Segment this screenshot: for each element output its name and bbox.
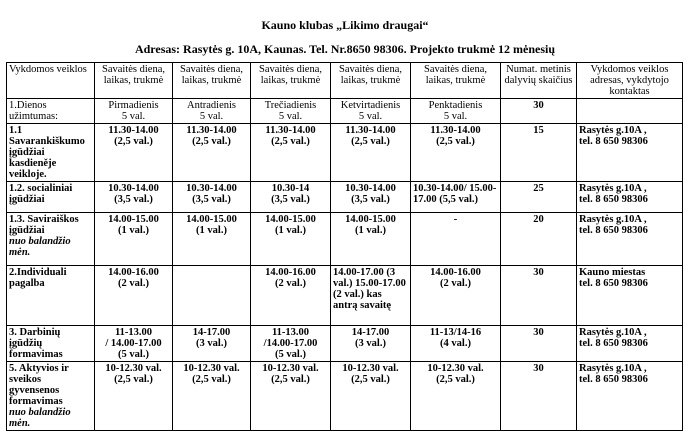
schedule-cell-day-5: 10.30-14.00/ 15.00- 17.00 (5,5 val.) [411, 182, 501, 213]
schedule-cell-day-4: 10.30-14.00 (3,5 val.) [331, 182, 411, 213]
schedule-cell-day-2: Antradienis 5 val. [173, 99, 251, 124]
schedule-cell-day-4: 14.00-15.00 (1 val.) [331, 213, 411, 266]
schedule-table [6, 62, 683, 431]
table-row [7, 124, 683, 182]
table-row [7, 362, 683, 431]
participants-cell: 30 [501, 362, 577, 431]
schedule-cell-day-3: 11.30-14.00 (2,5 val.) [251, 124, 331, 182]
header-row [7, 63, 683, 99]
activity-cell [7, 124, 95, 182]
address-cell: Kauno miestas tel. 8 650 98306 [577, 266, 683, 326]
schedule-cell-day-3: 14.00-15.00 (1 val.) [251, 213, 331, 266]
activity-cell [7, 182, 95, 213]
schedule-cell-day-1: 14.00-16.00 (2 val.) [95, 266, 173, 326]
activity-label: 5. Aktyvios ir sveikos gyvensenos formavimas [9, 363, 69, 407]
header-day-3: Savaitės diena, laikas, trukmė [251, 63, 331, 99]
document-subtitle: Adresas: Rasytės g. 10A, Kaunas. Tel. Nr.8650 98306. Projekto trukmė 12 mėnesių [134, 42, 556, 56]
activity-label: 1.1 Savarankiškumo įgūdžiai kasdieněje veikloje. [9, 125, 85, 180]
address-cell: Rasytės g.10A , tel. 8 650 98306 [577, 124, 683, 182]
activity-cell [7, 266, 95, 326]
activity-label: 1.2. socialiniai įgūdžiai [9, 183, 73, 205]
schedule-cell-day-3: Trečiadienis 5 val. [251, 99, 331, 124]
schedule-cell-day-3: 14.00-16.00 (2 val.) [251, 266, 331, 326]
schedule-cell-day-5: - [411, 213, 501, 266]
activity-label: 1.3. Saviraiškos įgūdžiai [9, 214, 79, 236]
schedule-cell-day-5: 14.00-16.00 (2 val.) [411, 266, 501, 326]
schedule-cell-day-1: 14.00-15.00 (1 val.) [95, 213, 173, 266]
schedule-cell-day-1: 11.30-14.00 (2,5 val.) [95, 124, 173, 182]
participants-cell: 25 [501, 182, 577, 213]
activity-cell [7, 326, 95, 362]
activity-note: nuo balandžio mėn. [9, 236, 71, 258]
schedule-cell-day-5: 11.30-14.00 (2,5 val.) [411, 124, 501, 182]
schedule-cell-day-2: 10.30-14.00 (3,5 val.) [173, 182, 251, 213]
participants-cell: 15 [501, 124, 577, 182]
activity-cell [7, 99, 95, 124]
schedule-cell-day-1: 10-12.30 val. (2,5 val.) [95, 362, 173, 431]
schedule-cell-day-4: 14.00-17.00 (3 val.) 15.00-17.00 (2 val.) kas antrą savaitę [331, 266, 411, 326]
activity-note: nuo balandžio mėn. [9, 407, 71, 429]
header-day-5: Savaitės diena, laikas, trukmė [411, 63, 501, 99]
schedule-cell-day-4: 14-17.00 (3 val.) [331, 326, 411, 362]
schedule-cell-day-1: 10.30-14.00 (3,5 val.) [95, 182, 173, 213]
schedule-cell-day-3: 11-13.00 /14.00-17.00 (5 val.) [251, 326, 331, 362]
schedule-cell-day-4: Ketvirtadienis 5 val. [331, 99, 411, 124]
schedule-cell-day-5: 11-13/14-16 (4 val.) [411, 326, 501, 362]
schedule-cell-day-4: 11.30-14.00 (2,5 val.) [331, 124, 411, 182]
participants-cell: 20 [501, 213, 577, 266]
activity-cell [7, 213, 95, 266]
header-activity: Vykdomos veiklos [7, 63, 95, 99]
participants-cell: 30 [501, 99, 577, 124]
address-cell: Rasytės g.10A , tel. 8 650 98306 [577, 362, 683, 431]
table-row [7, 182, 683, 213]
header-day-1: Savaitės diena, laikas, trukmė [95, 63, 173, 99]
table-row [7, 213, 683, 266]
schedule-cell-day-2: 14-17.00 (3 val.) [173, 326, 251, 362]
schedule-cell-day-5: Penktadienis 5 val. [411, 99, 501, 124]
address-cell: Rasytės g.10A , tel. 8 650 98306 [577, 326, 683, 362]
schedule-cell-day-2: 10-12.30 val. (2,5 val.) [173, 362, 251, 431]
document-title: Kauno klubas „Likimo draugai“ [261, 18, 429, 32]
table-row [7, 266, 683, 326]
schedule-cell-day-1: 11-13.00 / 14.00-17.00 (5 val.) [95, 326, 173, 362]
schedule-cell-day-5: 10-12.30 val. (2,5 val.) [411, 362, 501, 431]
activity-label: 1.Dienos užimtumas: [9, 100, 58, 122]
header-participants: Numat. metinis dalyvių skaičius [501, 63, 577, 99]
address-cell: Rasytės g.10A , tel. 8 650 98306 [577, 182, 683, 213]
schedule-cell-day-1: Pirmadienis 5 val. [95, 99, 173, 124]
schedule-cell-day-4: 10-12.30 val. (2,5 val.) [331, 362, 411, 431]
schedule-cell-day-3: 10.30-14 (3,5 val.) [251, 182, 331, 213]
table-row [7, 99, 683, 124]
participants-cell: 30 [501, 266, 577, 326]
activity-cell [7, 362, 95, 431]
schedule-cell-day-3: 10-12.30 val. (2,5 val.) [251, 362, 331, 431]
header-day-4: Savaitės diena, laikas, trukmė [331, 63, 411, 99]
table-row [7, 326, 683, 362]
participants-cell: 30 [501, 326, 577, 362]
schedule-cell-day-2 [173, 266, 251, 326]
schedule-cell-day-2: 14.00-15.00 (1 val.) [173, 213, 251, 266]
header-day-2: Savaitės diena, laikas, trukmė [173, 63, 251, 99]
header-address: Vykdomos veiklos adresas, vykdytojo kontaktas [577, 63, 683, 99]
address-cell: Rasytės g.10A , tel. 8 650 98306 [577, 213, 683, 266]
address-cell [577, 99, 683, 124]
activity-label: 2.Individuali pagalba [9, 267, 67, 289]
activity-label: 3. Darbinių įgūdžių formavimas [9, 327, 63, 360]
schedule-cell-day-2: 11.30-14.00 (2,5 val.) [173, 124, 251, 182]
